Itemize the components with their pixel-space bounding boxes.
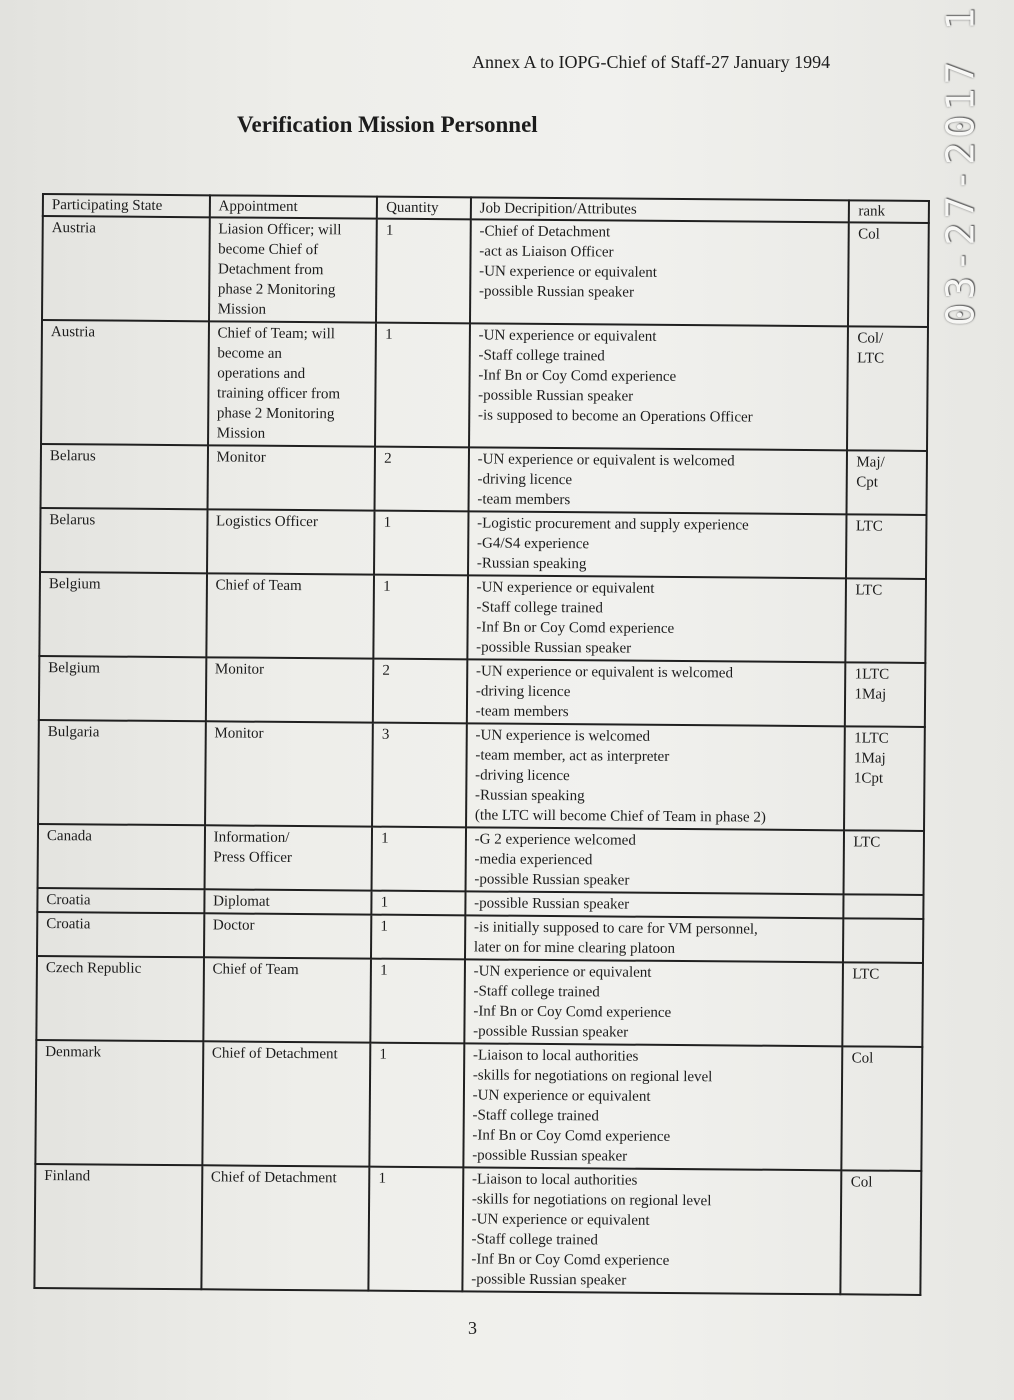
cell-quantity: 2 <box>373 659 467 724</box>
cell-quantity: 1 <box>372 891 466 916</box>
cell-job-description-line: -Staff college trained <box>473 983 600 1001</box>
cell-appointment-line: phase 2 Monitoring <box>216 405 335 423</box>
cell-job-description <box>462 1167 842 1294</box>
cell-appointment <box>207 445 375 510</box>
cell-job-description-line: -UN experience or equivalent <box>478 327 657 345</box>
cell-job-description-line: -UN experience or equivalent is welcomed <box>477 451 735 470</box>
cell-job-description-line: (the LTC will become Chief of Team in phase 2) <box>474 807 766 826</box>
date-stamp <box>935 3 985 327</box>
cell-appointment-line: Monitor <box>214 725 264 742</box>
header-quantity: Quantity <box>377 197 471 220</box>
cell-job-description-line: -skills for negotiations on regional level <box>471 1191 712 1210</box>
cell-participating-state: Croatia <box>37 912 204 957</box>
cell-rank <box>844 894 924 919</box>
cell-appointment-line: Monitor <box>216 449 266 466</box>
cell-rank-line: Maj/ <box>856 454 885 471</box>
cell-rank-line: LTC <box>857 350 885 367</box>
cell-appointment-line: Chief of Team <box>212 961 299 979</box>
cell-participating-state: Bulgaria <box>38 720 205 825</box>
cell-rank-line: Col <box>851 1050 874 1067</box>
cell-job-description-line: -UN experience or equivalent <box>471 1211 650 1229</box>
cell-quantity: 1 <box>371 959 465 1044</box>
cell-participating-state: Canada <box>38 824 205 889</box>
cell-participating-state: Belarus <box>41 444 208 509</box>
cell-rank <box>848 222 928 327</box>
cell-participating-state: Belgium <box>39 572 206 657</box>
cell-rank <box>844 726 924 831</box>
cell-job-description-line: -UN experience or equivalent <box>473 963 652 981</box>
cell-participating-state: Czech Republic <box>36 956 203 1041</box>
table-row <box>38 824 924 895</box>
cell-job-description <box>469 323 849 450</box>
cell-appointment <box>206 573 374 658</box>
cell-quantity: 1 <box>372 827 466 892</box>
cell-appointment <box>208 321 377 446</box>
cell-appointment <box>201 1165 370 1290</box>
cell-job-description-line: -is initially supposed to care for VM personnel, <box>473 919 758 938</box>
cell-job-description-line: -G4/S4 experience <box>476 535 590 553</box>
cell-job-description-line: -Logistic procurement and supply experience <box>477 515 749 534</box>
cell-job-description-line: -G 2 experience welcomed <box>474 831 636 849</box>
cell-appointment-line: Chief of Detachment <box>211 1045 338 1063</box>
cell-quantity: 1 <box>370 1043 465 1168</box>
cell-rank <box>847 326 928 451</box>
cell-job-description-line: -Chief of Detachment <box>479 223 611 241</box>
cell-appointment-line: Chief of Team <box>215 577 302 595</box>
cell-rank <box>843 962 923 1047</box>
cell-rank-line: LTC <box>855 518 883 535</box>
cell-job-description-line: -media experienced <box>474 851 593 869</box>
table-body <box>34 216 928 1295</box>
cell-participating-state: Belgium <box>39 656 206 721</box>
page-number: 3 <box>468 1318 477 1338</box>
document-title: Verification Mission Personnel <box>237 112 538 137</box>
cell-rank-line: LTC <box>853 834 881 851</box>
cell-quantity: 1 <box>369 1167 464 1292</box>
cell-appointment <box>206 657 374 722</box>
cell-job-description-line: later on for mine clearing platoon <box>473 939 676 957</box>
cell-appointment <box>204 889 372 914</box>
cell-job-description-line: -Russian speaking <box>474 787 585 805</box>
cell-job-description-line: -possible Russian speaker <box>478 387 634 405</box>
cell-job-description-line: -possible Russian speaker <box>473 1023 629 1041</box>
table-row <box>39 656 925 727</box>
cell-job-description <box>465 891 844 918</box>
cell-job-description-line: -act as Liaison Officer <box>479 243 614 261</box>
cell-rank-line: 1Cpt <box>853 770 884 787</box>
cell-job-description-line: -Inf Bn or Coy Comd experience <box>476 619 675 637</box>
cell-quantity: 3 <box>372 723 466 828</box>
cell-job-description-line: -UN experience or equivalent <box>472 1087 651 1105</box>
cell-rank-line: 1Maj <box>853 750 886 767</box>
cell-job-description-line: -UN experience is welcomed <box>475 727 651 745</box>
cell-job-description-line: -UN experience or equivalent <box>479 263 658 281</box>
cell-appointment-line: Doctor <box>212 917 255 934</box>
cell-rank <box>843 918 923 963</box>
cell-participating-state: Austria <box>42 216 209 321</box>
cell-rank <box>841 1170 922 1295</box>
cell-job-description-line: -Liaison to local authorities <box>471 1171 638 1189</box>
cell-appointment-line: Mission <box>217 301 267 318</box>
cell-appointment <box>205 721 373 826</box>
annex-reference: Annex A to IOPG-Chief of Staff-27 January 1994 <box>472 52 831 72</box>
cell-job-description-line: -Russian speaking <box>476 555 587 573</box>
cell-appointment-line: Information/ <box>213 829 290 846</box>
cell-appointment <box>209 217 377 322</box>
cell-rank <box>845 662 925 727</box>
cell-job-description <box>463 1043 843 1170</box>
cell-rank <box>842 1046 923 1171</box>
cell-rank-line: LTC <box>852 966 880 983</box>
cell-rank-line: Col <box>858 226 880 243</box>
cell-appointment-line: operations and <box>217 365 306 383</box>
table-row <box>41 444 927 515</box>
cell-job-description-line: -possible Russian speaker <box>474 871 630 889</box>
cell-participating-state: Finland <box>34 1164 202 1289</box>
cell-quantity: 1 <box>376 219 470 324</box>
cell-job-description-line: -skills for negotiations on regional level <box>472 1067 713 1086</box>
cell-job-description <box>464 959 843 1046</box>
cell-participating-state: Austria <box>41 320 209 445</box>
cell-appointment-line: Chief of Detachment <box>210 1169 337 1187</box>
table-row <box>36 956 923 1047</box>
cell-rank-line: 1LTC <box>854 730 889 747</box>
header-participating-state: Participating State <box>43 194 210 217</box>
cell-appointment-line: phase 2 Monitoring <box>217 281 336 299</box>
header-job-description: Job Decripition/Attributes <box>471 197 850 222</box>
cell-job-description <box>465 915 844 962</box>
date-stamp-text: 03-27-2017 1 <box>938 3 983 327</box>
cell-rank <box>846 514 926 579</box>
cell-rank-line: 1Maj <box>854 686 887 703</box>
cell-job-description-line: -driving licence <box>475 767 570 785</box>
cell-job-description-line: -driving licence <box>475 683 571 701</box>
cell-job-description-line: -team member, act as interpreter <box>475 747 670 765</box>
cell-job-description <box>468 511 847 578</box>
cell-appointment-line: become Chief of <box>218 241 319 259</box>
cell-quantity: 1 <box>374 511 468 576</box>
table-row <box>38 720 925 831</box>
cell-appointment-line: become an <box>217 345 283 362</box>
cell-rank-line: 1LTC <box>854 666 890 683</box>
cell-rank-line: Col/ <box>857 330 884 347</box>
cell-appointment-line: Press Officer <box>213 849 292 866</box>
cell-job-description <box>468 447 847 514</box>
cell-job-description <box>465 827 844 894</box>
header-appointment: Appointment <box>209 195 377 218</box>
header-rank: rank <box>849 200 929 223</box>
cell-appointment <box>204 825 372 890</box>
cell-job-description <box>467 659 846 726</box>
cell-quantity: 1 <box>375 323 470 448</box>
cell-job-description-line: -Staff college trained <box>472 1107 599 1125</box>
cell-rank <box>847 450 927 515</box>
cell-appointment-line: Monitor <box>214 661 265 678</box>
cell-job-description-line: -is supposed to become an Operations Officer <box>477 407 753 426</box>
cell-appointment-line: Detachment from <box>217 261 324 279</box>
cell-job-description-line: -possible Russian speaker <box>471 1271 627 1289</box>
cell-job-description-line: -Inf Bn or Coy Comd experience <box>478 367 677 385</box>
cell-appointment-line: Mission <box>216 425 266 442</box>
cell-appointment-line: training officer from <box>217 385 341 403</box>
table-row <box>35 1040 922 1171</box>
cell-job-description-line: -team members <box>477 491 571 509</box>
cell-job-description-line: -Liaison to local authorities <box>472 1047 639 1065</box>
cell-job-description-line: -driving licence <box>477 471 573 489</box>
table-row <box>40 508 926 579</box>
cell-job-description <box>467 575 846 662</box>
cell-rank-line: LTC <box>855 582 883 599</box>
cell-job-description-line: -UN experience or equivalent is welcomed <box>475 663 734 682</box>
cell-appointment-line: Chief of Team; will <box>217 325 336 343</box>
cell-rank <box>846 578 926 663</box>
cell-job-description-line: -possible Russian speaker <box>478 283 635 301</box>
cell-participating-state: Denmark <box>35 1040 203 1165</box>
cell-rank-line: Col <box>850 1174 873 1191</box>
cell-rank <box>844 830 924 895</box>
cell-appointment <box>203 957 371 1042</box>
cell-appointment <box>207 509 375 574</box>
cell-job-description-line: -Staff college trained <box>471 1231 598 1249</box>
cell-quantity: 1 <box>371 915 465 960</box>
cell-job-description-line: -Staff college trained <box>476 599 603 617</box>
table-row <box>37 912 923 963</box>
cell-appointment-line: Liasion Officer; will <box>218 221 342 239</box>
cell-job-description-line: -Inf Bn or Coy Comd experience <box>471 1251 670 1269</box>
table-row <box>39 572 926 663</box>
cell-rank-line: Cpt <box>856 474 878 491</box>
cell-appointment-line: Diplomat <box>213 893 270 910</box>
cell-job-description-line: -Staff college trained <box>478 347 605 365</box>
cell-job-description-line: -Inf Bn or Coy Comd experience <box>473 1003 672 1021</box>
cell-participating-state: Belarus <box>40 508 207 573</box>
cell-appointment <box>202 1041 371 1166</box>
cell-participating-state: Croatia <box>37 888 204 913</box>
cell-job-description <box>466 723 846 830</box>
cell-job-description-line: -possible Russian speaker <box>472 1147 628 1165</box>
cell-appointment-line: Logistics Officer <box>216 513 318 531</box>
table-row <box>34 1164 921 1295</box>
cell-job-description-line: -UN experience or equivalent <box>476 579 655 597</box>
cell-job-description-line: -team members <box>475 703 569 721</box>
cell-job-description-line: -Inf Bn or Coy Comd experience <box>472 1127 671 1145</box>
cell-quantity: 1 <box>374 575 468 660</box>
cell-job-description <box>470 219 850 326</box>
table-row <box>41 320 928 451</box>
cell-job-description-line: -possible Russian speaker <box>476 639 632 657</box>
cell-quantity: 2 <box>375 447 469 512</box>
personnel-table <box>33 193 930 1296</box>
table-row <box>42 216 929 327</box>
cell-job-description-line: -possible Russian speaker <box>474 895 630 913</box>
cell-appointment <box>204 913 372 958</box>
